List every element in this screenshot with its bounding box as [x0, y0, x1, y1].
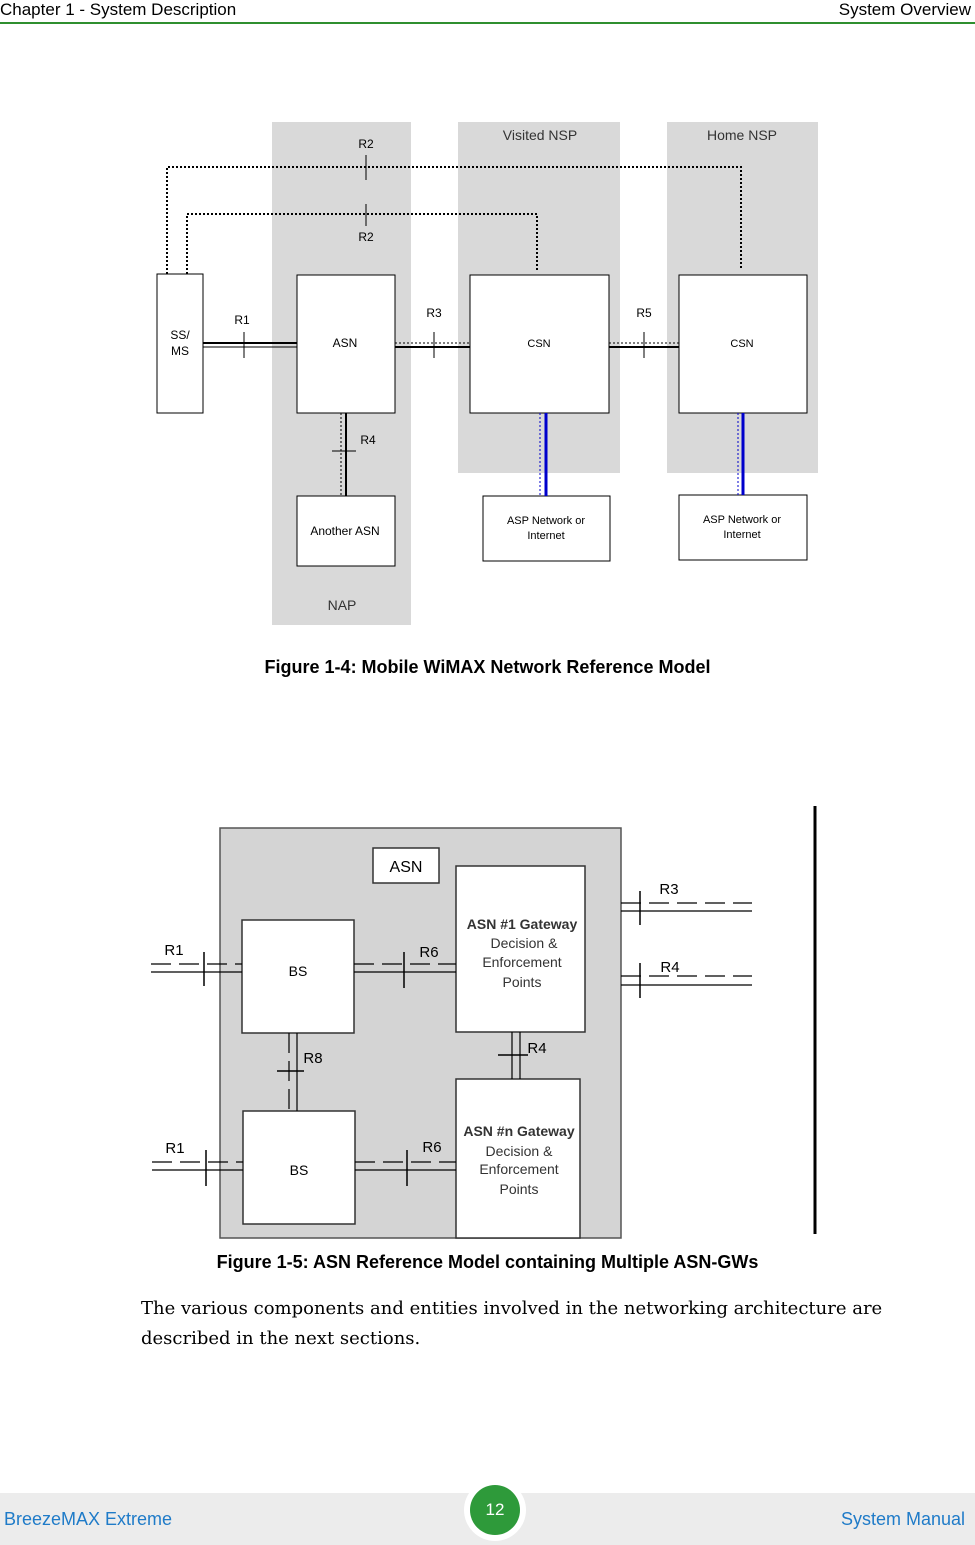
r4-right-label: R4 [660, 959, 680, 976]
manual-name: System Manual [840, 1509, 965, 1529]
asn-label: ASN [389, 859, 423, 876]
page-footer [0, 1493, 975, 1545]
gwn-line-4: Points [499, 1181, 539, 1197]
r5-label: R5 [636, 306, 652, 320]
asp-home-label-1: ASP Network or [702, 514, 782, 526]
gw1-line-4: Points [502, 974, 542, 990]
gwn-line-1: ASN #n Gateway [463, 1123, 575, 1139]
page-header [0, 0, 975, 24]
body-paragraph: The various components and entities involved in the networking architecture are described in the next sections. [141, 1298, 883, 1349]
another-asn-label: Another ASN [310, 524, 380, 538]
nap-label: NAP [327, 597, 357, 613]
r8-label: R8 [303, 1050, 323, 1067]
r1-bottom-label: R1 [165, 1140, 185, 1157]
figure-1-4-diagram [0, 110, 975, 630]
r4-label: R4 [360, 433, 376, 447]
asp-visited-label-2: Internet [527, 530, 565, 542]
gwn-line-3: Enforcement [479, 1161, 559, 1177]
asp-visited-label-1: ASP Network or [506, 515, 586, 527]
r3-label: R3 [659, 881, 679, 898]
r2-top-label: R2 [358, 137, 374, 151]
figure-1-5-diagram [0, 800, 975, 1240]
asp-home-label-2: Internet [723, 529, 761, 541]
visited-nsp-label: Visited NSP [502, 127, 578, 143]
r1-top-label: R1 [164, 942, 184, 959]
r6-bottom-label: R6 [422, 1139, 442, 1156]
ssms-label-1: SS/ [170, 328, 190, 342]
r2-bottom-label: R2 [358, 230, 374, 244]
csn-home-label: CSN [730, 338, 754, 350]
asn-label: ASN [332, 336, 358, 350]
gw1-line-2: Decision & [490, 935, 558, 951]
r1-label: R1 [234, 313, 250, 327]
section-title: System Overview [838, 0, 971, 19]
gw1-line-1: ASN #1 Gateway [466, 916, 578, 932]
page-number: 12 [470, 1485, 520, 1535]
asp-home-box [679, 495, 807, 560]
figure-1-5-caption: Figure 1-5: ASN Reference Model containing Multiple ASN-GWs [216, 1252, 759, 1272]
asp-visited-box [483, 496, 610, 561]
bs-top-label: BS [288, 963, 308, 979]
gw1-line-3: Enforcement [482, 954, 562, 970]
r3-label: R3 [426, 306, 442, 320]
figure-1-4-caption: Figure 1-4: Mobile WiMAX Network Reference Model [264, 657, 711, 677]
r2-outer-path [167, 167, 741, 274]
product-name: BreezeMAX Extreme [4, 1509, 173, 1529]
gwn-line-2: Decision & [485, 1143, 553, 1159]
ssms-label-2: MS [171, 344, 189, 358]
bs-bottom-label: BS [289, 1162, 309, 1178]
chapter-title: Chapter 1 - System Description [0, 0, 237, 19]
csn-visited-label: CSN [527, 338, 551, 350]
r4-mid-label: R4 [527, 1040, 547, 1057]
home-nsp-label: Home NSP [706, 127, 778, 143]
page-number-badge [464, 1479, 526, 1541]
r6-top-label: R6 [419, 944, 439, 961]
